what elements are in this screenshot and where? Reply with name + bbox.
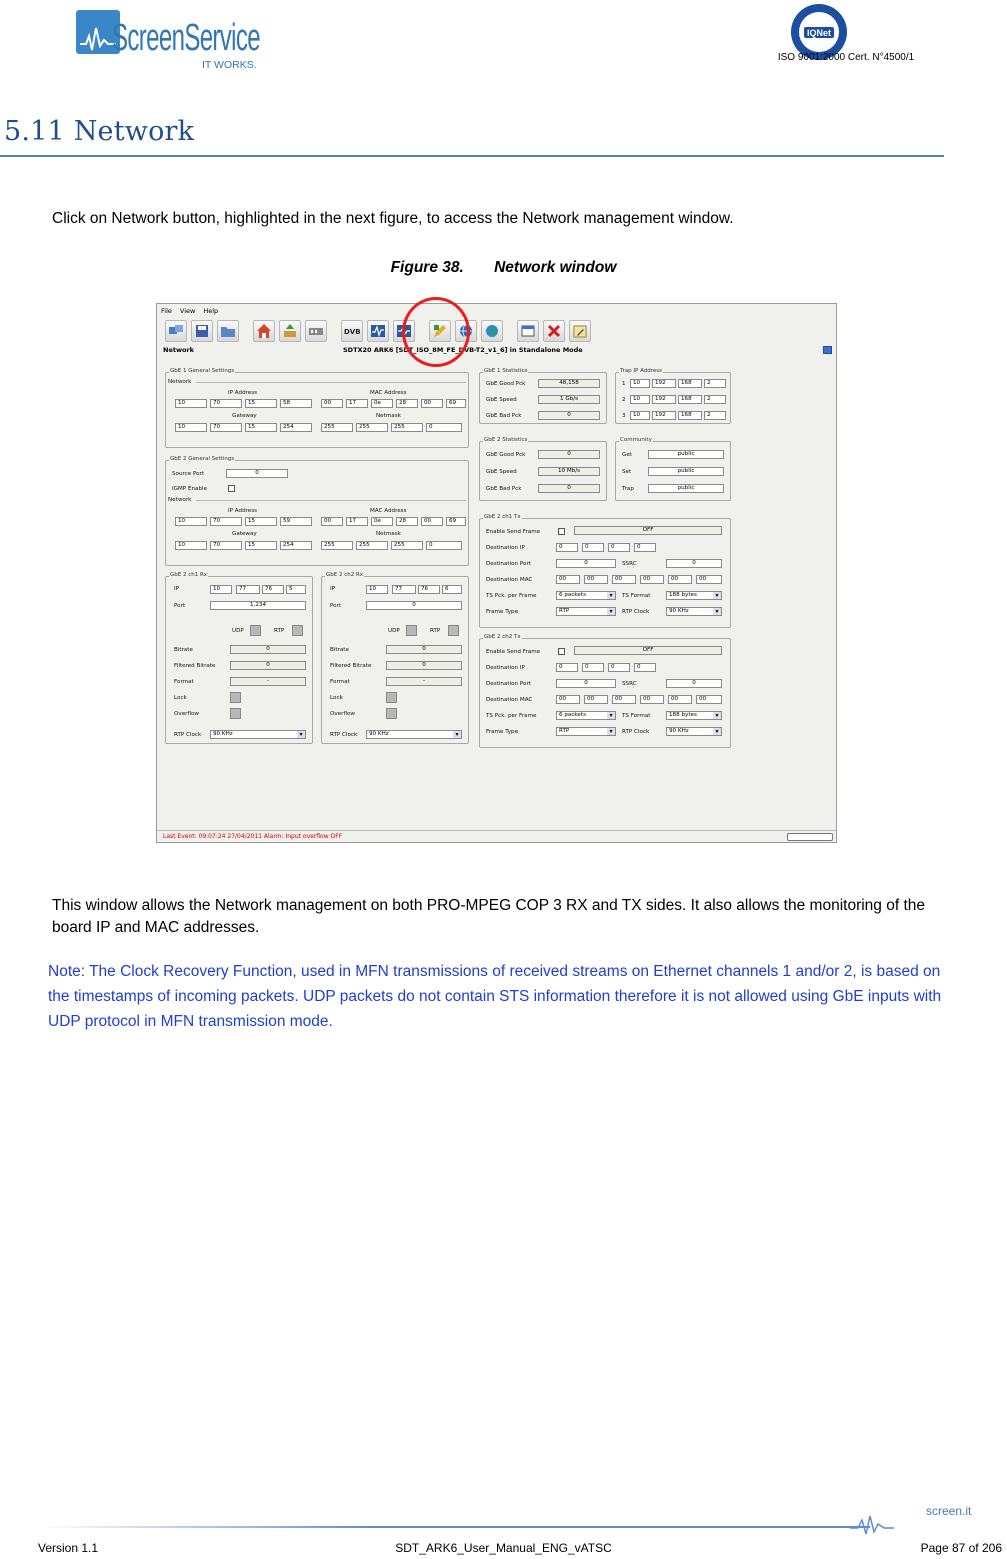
frame-type-label: Frame Type <box>486 609 519 615</box>
group-title: GbE 2 ch2 Tx <box>484 634 521 640</box>
mac-byte[interactable]: 69 <box>446 517 466 526</box>
source-port-input[interactable]: 0 <box>226 469 288 478</box>
window-icon <box>520 323 536 339</box>
mac-label: MAC Address <box>370 390 407 396</box>
mac-byte[interactable]: 00 <box>321 517 343 526</box>
gateway-octet[interactable]: 254 <box>280 423 312 432</box>
gateway-octet[interactable]: 10 <box>175 541 207 550</box>
gbe2-statistics-group <box>479 437 607 501</box>
trap-community-input[interactable]: public <box>648 484 724 493</box>
rtp-clock-select[interactable]: 90 KHz ▾ <box>210 730 306 739</box>
frame-type-select[interactable]: RTP ▾ <box>556 727 616 736</box>
udp-indicator <box>406 625 417 636</box>
rtp-clock-label: RTP Clock <box>622 609 650 615</box>
enable-send-status: OFF <box>574 646 722 655</box>
gbe1-settings-group <box>165 368 469 448</box>
network-window-screenshot <box>156 303 837 843</box>
rtp-indicator <box>448 625 459 636</box>
footer-version: Version 1.1 <box>38 1541 99 1555</box>
network-subtitle: Network <box>168 497 192 503</box>
detach-icon[interactable] <box>823 346 832 354</box>
overflow-indicator <box>386 708 397 719</box>
rx-ch2-group <box>321 572 469 744</box>
ts-format-label: TS Format <box>622 713 651 719</box>
menu-bar <box>161 307 218 317</box>
dest-port-input[interactable]: 0 <box>556 679 616 688</box>
transfer-button[interactable] <box>279 320 301 342</box>
dest-mac-label: Destination MAC <box>486 577 533 583</box>
gateway-octet[interactable]: 70 <box>210 541 242 550</box>
ssrc-input[interactable]: 0 <box>666 559 722 568</box>
device-title: SDTX20 ARK6 [SDT_ISO_8M_FE_DVB-T2_v1_6] in Standalone Mode <box>343 346 583 354</box>
filtered-bitrate-label: Filtered Bitrate <box>330 663 372 669</box>
dest-mac-byte[interactable]: 00 <box>668 575 692 584</box>
connect-icon <box>168 323 184 339</box>
globe-button[interactable] <box>481 320 503 342</box>
signal-button[interactable] <box>367 320 389 342</box>
ts-pck-label: TS Pck. per Frame <box>486 713 537 719</box>
netmask-octet[interactable]: 255 <box>356 423 388 432</box>
dest-mac-byte[interactable]: 00 <box>612 695 636 704</box>
dest-mac-byte[interactable]: 00 <box>668 695 692 704</box>
good-pck-label: GbE Good Pck <box>486 381 526 387</box>
overflow-label: Overflow <box>330 711 355 717</box>
rx-ip-octet[interactable]: 5 <box>286 585 306 594</box>
dest-mac-byte[interactable]: 00 <box>612 575 636 584</box>
home-icon <box>256 323 272 339</box>
group-title: Community <box>620 437 652 443</box>
mac-byte[interactable]: 0e <box>371 517 393 526</box>
figure-caption <box>0 259 1007 277</box>
lock-label: Lock <box>330 695 343 701</box>
speed-value: 1 Gb/s <box>538 395 600 404</box>
ip-octet[interactable]: 58 <box>280 399 312 408</box>
folder-icon <box>220 323 236 339</box>
screenservice-logo <box>74 6 264 72</box>
section-title <box>4 116 194 147</box>
trap-row-number: 2 <box>622 397 626 403</box>
open-button[interactable] <box>217 320 239 342</box>
dest-mac-byte[interactable]: 00 <box>696 695 722 704</box>
netmask-octet[interactable]: 255 <box>321 423 353 432</box>
mac-byte[interactable]: 69 <box>446 399 466 408</box>
mac-label: MAC Address <box>370 508 407 514</box>
group-title: GbE 2 ch2 Rx <box>326 572 364 578</box>
mac-byte[interactable]: 00 <box>421 517 443 526</box>
rtp-indicator <box>292 625 303 636</box>
title-rule <box>0 155 944 157</box>
ip-octet[interactable]: 10 <box>175 517 207 526</box>
ip-label: IP Address <box>228 390 258 396</box>
mac-byte[interactable]: 0e <box>371 399 393 408</box>
dest-ip-octet[interactable]: 0 <box>634 663 656 672</box>
save-icon <box>194 323 210 339</box>
port-label: Port <box>330 603 342 609</box>
dest-ip-octet[interactable]: 0 <box>634 543 656 552</box>
intro-paragraph: Click on Network button, highlighted in the next figure, to access the Network management window. <box>52 210 734 227</box>
window-button[interactable] <box>517 320 539 342</box>
good-pck-value: 0 <box>538 450 600 459</box>
bitrate-value: 0 <box>386 645 462 654</box>
footer-document-name: SDT_ARK6_User_Manual_ENG_vATSC <box>395 1541 612 1555</box>
dest-ip-octet[interactable]: 0 <box>608 543 630 552</box>
figure-title: Network window <box>494 259 617 276</box>
signal-icon <box>370 323 386 339</box>
rtp-clock-label: RTP Clock <box>174 732 202 738</box>
gateway-octet[interactable]: 15 <box>245 423 277 432</box>
notes-icon <box>572 323 588 339</box>
section-number: 5.11 <box>4 116 65 147</box>
speed-value: 10 Mb/s <box>538 467 600 476</box>
trap-row-number: 3 <box>622 413 626 419</box>
enable-send-checkbox[interactable] <box>558 528 565 535</box>
footer-page-number: Page 87 of 206 <box>920 1541 1002 1555</box>
dest-mac-byte[interactable]: 00 <box>640 575 664 584</box>
ts-format-select[interactable]: 188 bytes ▾ <box>666 711 722 720</box>
ts-pck-label: TS Pck. per Frame <box>486 593 537 599</box>
source-port-label: Source Port <box>172 471 205 477</box>
trap-ip-octet[interactable]: 168 <box>678 395 702 404</box>
ssrc-input[interactable]: 0 <box>666 679 722 688</box>
dest-ip-octet[interactable]: 0 <box>582 543 604 552</box>
trap-ip-octet[interactable]: 10 <box>630 395 650 404</box>
ip-label: IP <box>174 586 180 592</box>
rtp-clock-label: RTP Clock <box>622 729 650 735</box>
mac-byte[interactable]: 28 <box>396 399 418 408</box>
transfer-icon <box>282 323 298 339</box>
rx-ip-octet[interactable]: 77 <box>236 585 260 594</box>
dest-ip-octet[interactable]: 0 <box>556 663 578 672</box>
group-title: GbE 1 Statistics <box>484 368 528 374</box>
trap-ip-octet[interactable]: 10 <box>630 411 650 420</box>
dest-mac-byte[interactable]: 00 <box>556 695 580 704</box>
udp-indicator <box>250 625 261 636</box>
ip-label: IP Address <box>228 508 258 514</box>
frame-type-select[interactable]: RTP ▾ <box>556 607 616 616</box>
udp-label: UDP <box>388 628 400 634</box>
ip-octet[interactable]: 15 <box>245 517 277 526</box>
rx-port-input[interactable]: 0 <box>366 601 462 610</box>
rtp-label: RTP <box>274 628 285 634</box>
igmp-label: IGMP Enable <box>172 486 208 492</box>
gateway-label: Gateway <box>232 531 257 537</box>
certification-text: ISO 9001:2000 Cert. N°4500/1 <box>777 52 915 63</box>
dest-ip-label: Destination IP <box>486 665 525 671</box>
ts-pck-select[interactable]: 6 packets ▾ <box>556 711 616 720</box>
gateway-octet[interactable]: 254 <box>280 541 312 550</box>
dest-ip-octet[interactable]: 0 <box>608 663 630 672</box>
bitrate-label: Bitrate <box>330 647 349 653</box>
rx-ch1-group <box>165 572 313 744</box>
format-label: Format <box>174 679 194 685</box>
gateway-label: Gateway <box>232 413 257 419</box>
netmask-octet[interactable]: 0 <box>426 423 462 432</box>
menu-view[interactable]: View <box>179 307 196 315</box>
ip-octet[interactable]: 59 <box>280 517 312 526</box>
ts-format-select[interactable]: 188 bytes ▾ <box>666 591 722 600</box>
netmask-octet[interactable]: 0 <box>426 541 462 550</box>
trap-ip-octet[interactable]: 2 <box>704 379 726 388</box>
toolbar <box>165 318 591 344</box>
speed-label: GbE Speed <box>486 469 517 475</box>
menu-file[interactable]: File <box>161 307 172 315</box>
bad-pck-label: GbE Bad Pck <box>486 413 522 419</box>
globe-icon <box>484 323 500 339</box>
rtp-label: RTP <box>430 628 441 634</box>
udp-label: UDP <box>232 628 244 634</box>
enable-send-checkbox[interactable] <box>558 648 565 655</box>
trap-row-number: 1 <box>622 381 626 387</box>
speed-label: GbE Speed <box>486 397 517 403</box>
seal-label: IQNet <box>806 28 832 38</box>
bitrate-value: 0 <box>230 645 306 654</box>
rx-ip-octet[interactable]: 77 <box>392 585 416 594</box>
mac-byte[interactable]: 17 <box>346 517 368 526</box>
bad-pck-value: 0 <box>538 411 600 420</box>
rtp-clock-select[interactable]: 90 KHz ▾ <box>666 607 722 616</box>
rtp-clock-select[interactable]: 90 KHz ▾ <box>666 727 722 736</box>
rx-ip-octet[interactable]: 76 <box>418 585 440 594</box>
good-pck-label: GbE Good Pck <box>486 452 526 458</box>
figure-number: Figure 38. <box>390 259 464 276</box>
set-label: Set <box>622 469 632 475</box>
delete-icon <box>546 323 562 339</box>
dest-mac-byte[interactable]: 00 <box>640 695 664 704</box>
group-title: Trap IP Address <box>620 368 663 374</box>
rx-ip-octet[interactable]: 10 <box>210 585 232 594</box>
rx-ip-octet[interactable]: 6 <box>442 585 462 594</box>
good-pck-value: 48,158 <box>538 379 600 388</box>
logo-tagline: IT WORKS. <box>202 59 257 71</box>
ip-octet[interactable]: 70 <box>210 517 242 526</box>
format-value: - <box>230 677 306 686</box>
frame-type-label: Frame Type <box>486 729 519 735</box>
trap-ip-octet[interactable]: 2 <box>704 411 726 420</box>
format-label: Format <box>330 679 350 685</box>
lock-label: Lock <box>174 695 187 701</box>
rtp-clock-select[interactable]: 90 KHz ▾ <box>366 730 462 739</box>
dest-mac-byte[interactable]: 00 <box>584 575 608 584</box>
dest-port-label: Destination Port <box>486 561 531 567</box>
section-name: Network <box>73 116 195 147</box>
trap-label: Trap <box>622 486 634 492</box>
gateway-octet[interactable]: 15 <box>245 541 277 550</box>
ssrc-label: SSRC <box>622 681 637 687</box>
dest-ip-label: Destination IP <box>486 545 525 551</box>
trap-ip-octet[interactable]: 168 <box>678 411 702 420</box>
connect-button[interactable] <box>165 320 187 342</box>
rtp-clock-label: RTP Clock <box>330 732 358 738</box>
trap-ip-octet[interactable]: 192 <box>652 395 676 404</box>
footer-brand: screen.it <box>926 1504 972 1518</box>
gbe1-statistics-group <box>479 368 607 424</box>
svg-text:DVB: DVB <box>344 328 361 336</box>
dest-mac-byte[interactable]: 00 <box>584 695 608 704</box>
network-subtitle: Network <box>168 379 192 385</box>
status-bar <box>157 830 836 842</box>
netmask-label: Netmask <box>376 413 401 419</box>
group-title: GbE 1 General Settings <box>170 368 235 374</box>
group-title: GbE 2 General Settings <box>170 456 235 462</box>
netmask-octet[interactable]: 255 <box>391 423 423 432</box>
bad-pck-value: 0 <box>538 484 600 493</box>
bitrate-label: Bitrate <box>174 647 193 653</box>
dvbt2-icon <box>344 323 360 339</box>
tx-ch1-group <box>479 514 731 628</box>
tx-ch2-group <box>479 634 731 748</box>
notes-button[interactable] <box>569 320 591 342</box>
filtered-bitrate-value: 0 <box>230 661 306 670</box>
trap-ip-group <box>615 368 731 424</box>
save-button[interactable] <box>191 320 213 342</box>
igmp-checkbox[interactable] <box>228 485 235 492</box>
ip-octet[interactable]: 15 <box>245 399 277 408</box>
device-icon <box>308 323 324 339</box>
ip-label: IP <box>330 586 336 592</box>
ts-pck-select[interactable]: 6 packets ▾ <box>556 591 616 600</box>
status-progress <box>787 833 833 841</box>
trap-ip-octet[interactable]: 10 <box>630 379 650 388</box>
menu-help[interactable]: Help <box>203 307 219 315</box>
enable-send-status: OFF <box>574 526 722 535</box>
gateway-octet[interactable]: 10 <box>175 423 207 432</box>
port-label: Port <box>174 603 186 609</box>
netmask-label: Netmask <box>376 531 401 537</box>
gateway-octet[interactable]: 70 <box>210 423 242 432</box>
overflow-indicator <box>230 708 241 719</box>
note-paragraph: Note: The Clock Recovery Function, used in MFN transmissions of received streams on Ethernet channels 1 and/or 2, is based on the timestamps of incoming packets. UDP packets do not contain STS information therefore it is not allowed using GbE inputs with UDP protocol in MFN transmission mode. <box>48 963 942 1030</box>
netmask-octet[interactable]: 255 <box>356 541 388 550</box>
group-title: GbE 2 ch1 Rx <box>170 572 208 578</box>
description-paragraph: This window allows the Network management on both PRO-MPEG COP 3 RX and TX sides. It also allows the monitoring of the board IP and MAC addresses. <box>52 897 925 936</box>
lock-indicator <box>230 692 241 703</box>
set-community-input[interactable]: public <box>648 467 724 476</box>
netmask-octet[interactable]: 255 <box>391 541 423 550</box>
dest-mac-byte[interactable]: 00 <box>556 575 580 584</box>
network-button-highlight <box>402 297 470 367</box>
gbe2-settings-group <box>165 456 469 566</box>
overflow-label: Overflow <box>174 711 199 717</box>
rx-port-input[interactable]: 1,234 <box>210 601 306 610</box>
ts-format-label: TS Format <box>622 593 651 599</box>
mac-byte[interactable]: 00 <box>321 399 343 408</box>
device-button[interactable] <box>305 320 327 342</box>
window-title: Network <box>163 346 194 354</box>
rx-ip-octet[interactable]: 76 <box>262 585 284 594</box>
group-title: GbE 2 ch1 Tx <box>484 514 521 520</box>
rx-ip-octet[interactable]: 10 <box>366 585 388 594</box>
trap-ip-octet[interactable]: 192 <box>652 411 676 420</box>
lock-indicator <box>386 692 397 703</box>
logo-wordmark: ScreenService <box>112 17 260 59</box>
enable-send-label: Enable Send Frame <box>486 649 541 655</box>
dest-ip-octet[interactable]: 0 <box>582 663 604 672</box>
footer-rule <box>40 1526 870 1528</box>
enable-send-label: Enable Send Frame <box>486 529 541 535</box>
dvbt2-button[interactable] <box>341 320 363 342</box>
trap-ip-octet[interactable]: 2 <box>704 395 726 404</box>
filtered-bitrate-value: 0 <box>386 661 462 670</box>
mac-byte[interactable]: 17 <box>346 399 368 408</box>
ssrc-label: SSRC <box>622 561 637 567</box>
group-title: GbE 2 Statistics <box>484 437 528 443</box>
status-text: Last Event: 09:07:24 27/04/2011 Alarm: Input overflow OFF <box>163 833 343 840</box>
get-label: Get <box>622 452 632 458</box>
dest-mac-byte[interactable]: 00 <box>696 575 722 584</box>
get-community-input[interactable]: public <box>648 450 724 459</box>
dest-ip-octet[interactable]: 0 <box>556 543 578 552</box>
mac-byte[interactable]: 28 <box>396 517 418 526</box>
trap-ip-octet[interactable]: 192 <box>652 379 676 388</box>
format-value: - <box>386 677 462 686</box>
mac-byte[interactable]: 00 <box>421 399 443 408</box>
dest-mac-label: Destination MAC <box>486 697 533 703</box>
filtered-bitrate-label: Filtered Bitrate <box>174 663 216 669</box>
delete-button[interactable] <box>543 320 565 342</box>
dest-port-label: Destination Port <box>486 681 531 687</box>
ip-octet[interactable]: 10 <box>175 399 207 408</box>
netmask-octet[interactable]: 255 <box>321 541 353 550</box>
community-group <box>615 437 731 501</box>
bad-pck-label: GbE Bad Pck <box>486 486 522 492</box>
trap-ip-octet[interactable]: 168 <box>678 379 702 388</box>
dest-port-input[interactable]: 0 <box>556 559 616 568</box>
ip-octet[interactable]: 70 <box>210 399 242 408</box>
home-button[interactable] <box>253 320 275 342</box>
